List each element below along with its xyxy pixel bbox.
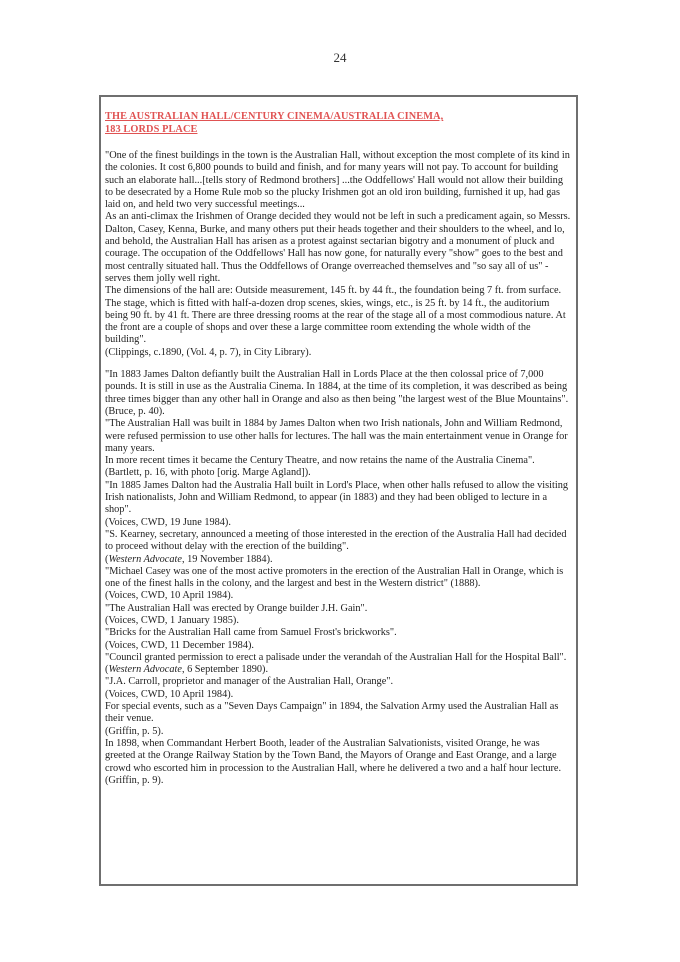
paragraph: As an anti-climax the Irishmen of Orange decided they would not be left in such a predicament again, so Messrs. Dalton, Casey, Kenna, Burke, and many others put their heads together and their shoulders to the wheel, and lo, and behold, the Australian Hall has arisen as a protest against sectarian bigotry and a monument of pluck and courage. The occupation of the Oddfellows' Hall has now gone, for naturally every "show" goes to the best and most centrally situated hall. Thus the Oddfellows of Orange overreached themselves and "so say all of us" - serves them jolly well right. <box>105 211 571 284</box>
publication-name: Western Advocate <box>108 664 182 676</box>
section-heading <box>105 111 572 136</box>
paragraph: In 1898, when Commandant Herbert Booth, leader of the Australian Salvationists, visited Orange, he was greeted at the Orange Railway Station by the Town Band, the Mayors of Orange and East Orange, and a large crowd who escorted him in procession to the Australian Hall, where he delivered a two and a half hour lecture. <box>105 737 562 774</box>
paragraph: "S. Kearney, secretary, announced a meeting of those interested in the erection of the Australia Hall had decided to proceed without delay with the erection of the building". <box>105 528 567 553</box>
content-box <box>99 95 578 886</box>
citation: (Western Advocate, 6 September 1890). <box>105 664 269 676</box>
paragraph: "The Australian Hall was erected by Orange builder J.H. Gain". <box>105 602 368 614</box>
paragraph: "One of the finest buildings in the town is the Australian Hall, without exception the most complete of its kind in the colonies. It cost 6,800 pounds to build and finish, and for many years will not pay. To account for building such an elaborate hall...[tells story of Redmond brothers] ...the Oddfellows' Hall would not allow their building to be desecrated by a Home Rule mob so the plucky Irishmen got an old iron building, furnished it up, had gas laid on, and held two very successful meetings... <box>105 150 570 211</box>
paragraph: "In 1885 James Dalton had the Australia Hall built in Lord's Place, when other halls refused to allow the visiting Irish nationalists, John and William Redmond, to appear (in 1883) and they had been obliged to lecture in a shop". <box>105 479 569 516</box>
paragraph-gap <box>105 359 572 369</box>
paragraph: For special events, such as a "Seven Days Campaign" in 1894, the Salvation Army used the Australian Hall as their venue. <box>105 701 559 725</box>
paragraph: The dimensions of the hall are: Outside measurement, 145 ft. by 44 ft., the foundation being 7 ft. from surface. The stage, which is fitted with half-a-dozen drop scenes, skies, wings, etc., is 25 ft. by 14 ft., the auditorium being 90 ft. by 41 ft. There are three dressing rooms at the rear of the stage all of a most commodious nature. At the front are a couple of shops and over these a large committee room extending the whole width of the building". <box>105 285 566 346</box>
citation: (Voices, CWD, 19 June 1984). <box>105 516 231 528</box>
citation: (Voices, CWD, 10 April 1984). <box>105 688 234 700</box>
paragraph: In more recent times it became the Century Theatre, and now retains the name of the Australia Cinema". <box>105 455 535 467</box>
citation: (Bartlett, p. 16, with photo [orig. Marge Agland]). <box>105 467 311 479</box>
paragraph: "J.A. Carroll, proprietor and manager of the Australian Hall, Orange". <box>105 676 394 688</box>
citation: (Voices, CWD, 11 December 1984). <box>105 639 254 651</box>
paragraph: "The Australian Hall was built in 1884 by James Dalton when two Irish nationals, John and William Redmond, were refused permission to use other halls for lectures. The hall was the main entertainment venue in Orange for many years. <box>105 418 568 454</box>
paragraph: "Bricks for the Australian Hall came from Samuel Frost's brickworks". <box>105 627 397 639</box>
quote-block-2 <box>105 369 572 787</box>
citation: (Bruce, p. 40). <box>105 405 165 417</box>
citation: (Voices, CWD, 10 April 1984). <box>105 590 234 602</box>
publication-name: Western Advocate <box>108 553 182 565</box>
quote-block-1 <box>105 150 572 359</box>
citation: (Griffin, p. 9). <box>105 774 164 786</box>
paragraph: "Council granted permission to erect a palisade under the verandah of the Australian Hall for the Hospital Ball". <box>105 651 567 663</box>
citation: (Voices, CWD, 1 January 1985). <box>105 614 239 626</box>
citation: (Griffin, p. 5). <box>105 725 164 737</box>
heading-line-2: 183 LORDS PLACE <box>105 123 198 135</box>
citation: (Western Advocate, 19 November 1884). <box>105 553 273 565</box>
paragraph: "Michael Casey was one of the most active promoters in the erection of the Australian Hall in Orange, which is one of the finest halls in the colony, and the largest and best in the Western district" (1888). <box>105 565 564 590</box>
citation: (Clippings, c.1890, (Vol. 4, p. 7), in City Library). <box>105 346 312 358</box>
heading-line-1: THE AUSTRALIAN HALL/CENTURY CINEMA/AUSTRALIA CINEMA, <box>105 111 444 122</box>
page-number: 24 <box>333 50 347 65</box>
paragraph: "In 1883 James Dalton defiantly built the Australian Hall in Lords Place at the then colossal price of 7,000 pounds. It is still in use as the Australia Cinema. In 1884, at the time of its completion, it was described as being three times bigger than any other hall in Orange and also as then being "the largest west of the Blue Mountains". <box>105 369 569 405</box>
